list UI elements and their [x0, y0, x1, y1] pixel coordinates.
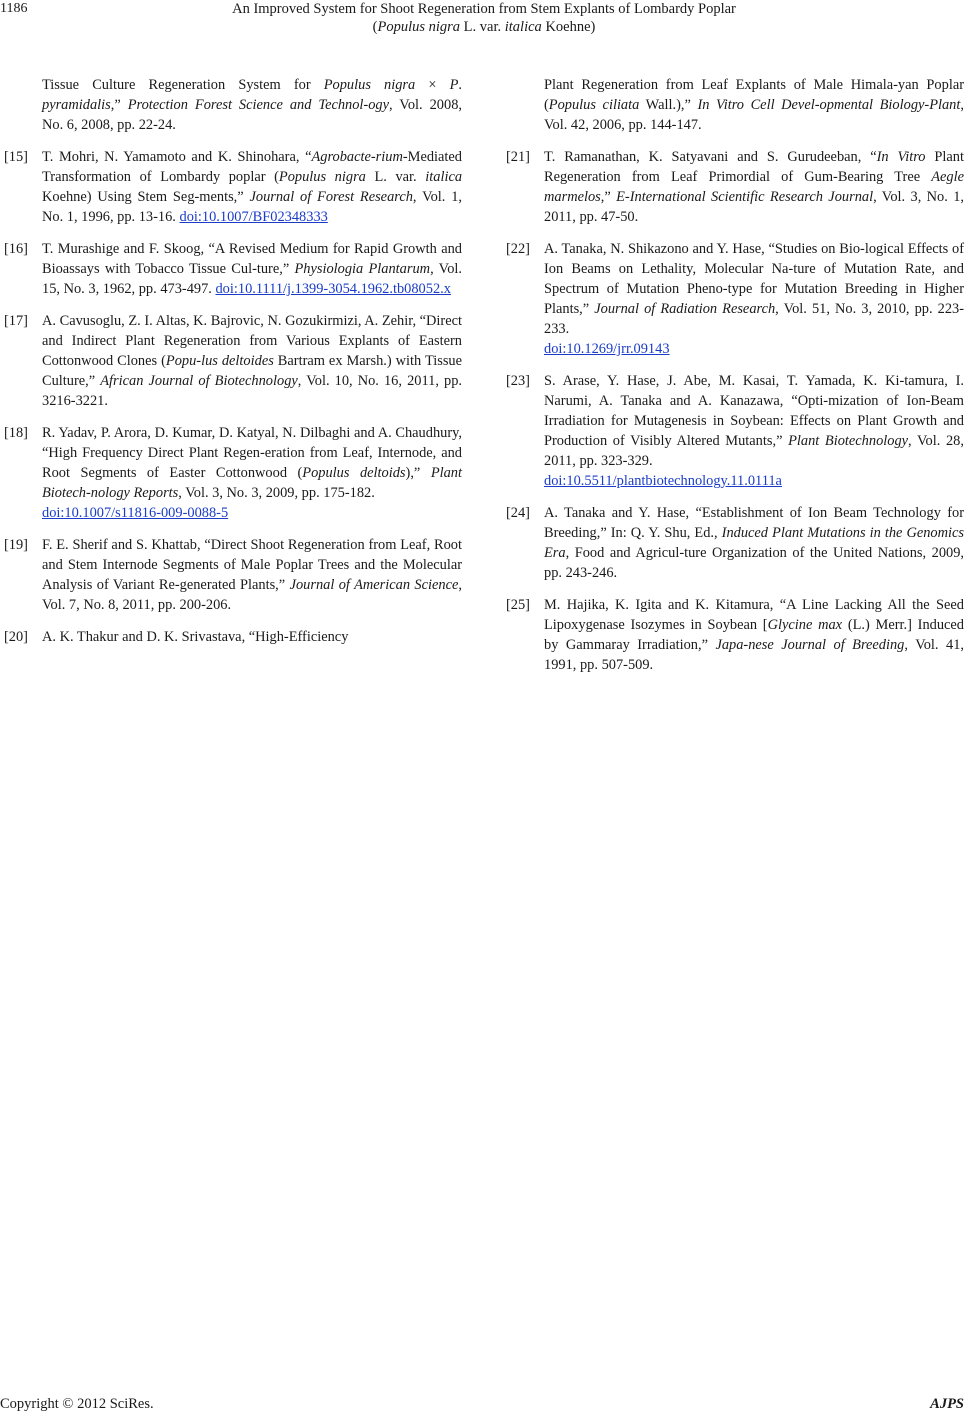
reference-continuation: Tissue Culture Regeneration System for Populus nigra × P. pyramidalis,” Protection Forest Science and Technol-ogy, Vol. 2008, No. 6, 2008, pp. 22-24.	[42, 77, 463, 133]
reference-number: [20]	[4, 629, 28, 645]
reference-column-left	[4, 75, 463, 659]
reference-number: [15]	[4, 149, 28, 165]
header-title-line1: An Improved System for Shoot Regeneration from Stem Explants of Lombardy Poplar	[232, 1, 736, 17]
page-number: 1186	[0, 1, 28, 16]
doi-link[interactable]: doi:10.1269/jrr.09143	[544, 341, 670, 357]
reference-18: [18] R. Yadav, P. Arora, D. Kumar, D. Katyal, N. Dilbaghi and A. Chaudhury, “High Frequency Direct Plant Regen-eration from Leaf, Internode, and Root Segments of Easter Cottonwood (Populus deltoids),” Plant Biotech-nology Reports, Vol. 3, No. 3, 2009, pp. 175-182. doi:10.1007/s11816-009-0088-5	[4, 425, 462, 521]
reference-20: [20] A. K. Thakur and D. K. Srivastava, “High-Efficiency	[4, 629, 349, 645]
reference-number: [24]	[506, 505, 530, 521]
reference-17: [17] A. Cavusoglu, Z. I. Altas, K. Bajrovic, N. Gozukirmizi, A. Zehir, “Direct and Indirect Plant Regeneration from Various Explants of Eastern Cottonwood Clones (Popu-lus deltoides Bartram ex Marsh.) with Tissue Culture,” African Journal of Biotechnology, Vol. 10, No. 16, 2011, pp. 3216-3221.	[4, 313, 463, 409]
reference-24: [24] A. Tanaka and Y. Hase, “Establishment of Ion Beam Technology for Breeding,” In: Q. Y. Shu, Ed., Induced Plant Mutations in the Genomics Era, Food and Agricul-ture Organization of the United Nations, 2009, pp. 243-246.	[506, 505, 965, 581]
reference-number: [19]	[4, 537, 28, 553]
header-title-line2: (Populus nigra L. var. italica Koehne)	[372, 19, 596, 35]
reference-22: [22] A. Tanaka, N. Shikazono and Y. Hase, “Studies on Bio-logical Effects of Ion Beams on Lethality, Molecular Na-ture of Mutation Rate, and Spectrum of Mutation Pheno-type for Mutation Breeding in Higher Plants,” Journal of Radiation Research, Vol. 51, No. 3, 2010, pp. 223-233. doi:10.1269/jrr.09143	[506, 241, 965, 357]
reference-number: [17]	[4, 313, 28, 329]
doi-link[interactable]: doi:10.1111/j.1399-3054.1962.tb08052.x	[215, 281, 451, 297]
reference-number: [23]	[506, 373, 530, 389]
reference-number: [16]	[4, 241, 28, 257]
footer-journal-name: AJPS	[930, 1396, 964, 1412]
reference-number: [18]	[4, 425, 28, 441]
reference-15: [15] T. Mohri, N. Yamamoto and K. Shinohara, “Agrobacte-rium-Mediated Transformation of Lombardy poplar (Populus nigra L. var. italica Koehne) Using Stem Seg-ments,” Journal of Forest Research, Vol. 1, No. 1, 1996, pp. 13-16. doi:10.1007/BF02348333	[4, 149, 463, 225]
footer-copyright: Copyright © 2012 SciRes.	[0, 1396, 154, 1412]
reference-number: [25]	[506, 597, 530, 613]
reference-continuation: Plant Regeneration from Leaf Explants of Male Himala-yan Poplar (Populus ciliata Wall.),” In Vitro Cell Devel-opmental Biology-Plant, Vol. 42, 2006, pp. 144-147.	[544, 77, 964, 133]
reference-column-right	[506, 75, 965, 687]
doi-link[interactable]: doi:10.1007/s11816-009-0088-5	[42, 505, 229, 521]
reference-number: [21]	[506, 149, 530, 165]
reference-number: [22]	[506, 241, 530, 257]
reference-19: [19] F. E. Sherif and S. Khattab, “Direct Shoot Regeneration from Leaf, Root and Stem Internode Segments of Male Poplar Trees and the Molecular Analysis of Variant Re-generated Plants,” Journal of American Science, Vol. 7, No. 8, 2011, pp. 200-206.	[4, 537, 462, 613]
running-header	[0, 0, 968, 36]
reference-25: [25] M. Hajika, K. Igita and K. Kitamura, “A Line Lacking All the Seed Lipoxygenase Isozymes in Soybean [Glycine max (L.) Merr.] Induced by Gammaray Irradiation,” Japa-nese Journal of Breeding, Vol. 41, 1991, pp. 507-509.	[506, 597, 964, 673]
reference-23: [23] S. Arase, Y. Hase, J. Abe, M. Kasai, T. Yamada, K. Ki-tamura, I. Narumi, A. Tanaka and A. Kanazawa, “Opti-mization of Ion-Beam Irradiation for Mutagenesis in Soybean: Effects on Plant Growth and Production of Visibly Altered Mutants,” Plant Biotechnology, Vol. 28, 2011, pp. 323-329. doi:10.5511/plantbiotechnology.11.0111a	[506, 373, 964, 489]
doi-link[interactable]: doi:10.5511/plantbiotechnology.11.0111a	[544, 473, 782, 489]
doi-link[interactable]: doi:10.1007/BF02348333	[179, 209, 328, 225]
reference-21: [21] T. Ramanathan, K. Satyavani and S. Gurudeeban, “In Vitro Plant Regeneration from Leaf Primordial of Gum-Bearing Tree Aegle marmelos,” E-International Scientific Research Journal, Vol. 3, No. 1, 2011, pp. 47-50.	[506, 149, 965, 225]
reference-16: [16] T. Murashige and F. Skoog, “A Revised Medium for Rapid Growth and Bioassays with Tobacco Tissue Cul-ture,” Physiologia Plantarum, Vol. 15, No. 3, 1962, pp. 473-497. doi:10.1111/j.1399-3054.1962.tb08052.x	[4, 241, 462, 297]
